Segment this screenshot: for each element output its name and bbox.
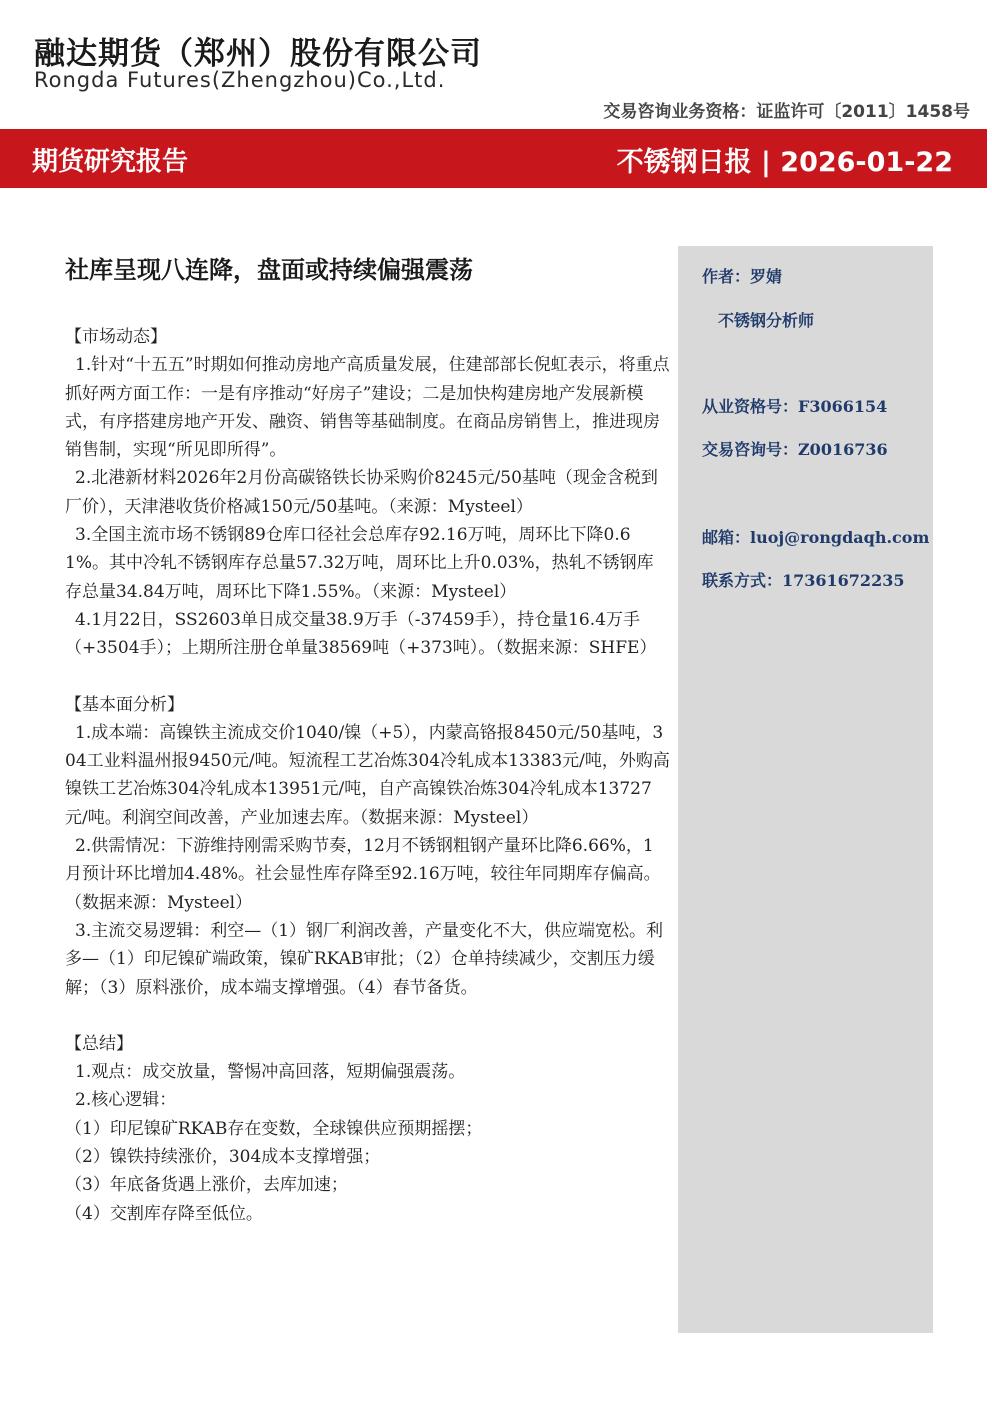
main-content bbox=[65, 250, 670, 1256]
paragraph: 2.供需情况：下游维持刚需采购节奏，12月不锈钢粗钢产量环比降6.66%，1月预计环比增加4.48%。社会显性库存降至92.16万吨，较往年同期库存偏高。（数据来源：Mysteel） bbox=[65, 836, 661, 913]
paragraph: 1.针对“十五五”时期如何推动房地产高质量发展，住建部部长倪虹表示，将重点抓好两方面工作：一是有序推动“好房子”建设；二是加快构建房地产发展新模式，有序搭建房地产开发、融资、销售等基础制度。在商品房销售上，推进现房销售制，实现“所见即所得”。 bbox=[65, 355, 670, 461]
author-phone: 联系方式：17361672235 bbox=[702, 571, 905, 590]
paragraph: （3）年底备货遇上涨价，去库加速； bbox=[65, 1175, 348, 1196]
paragraph: 2.核心逻辑： bbox=[75, 1090, 177, 1111]
section-heading: 【市场动态】 bbox=[65, 327, 167, 347]
report-headline: 社库呈现八连降，盘面或持续偏强震荡 bbox=[65, 256, 473, 284]
section-market bbox=[65, 323, 670, 663]
author-sidebar bbox=[678, 246, 933, 1333]
section-fundamentals bbox=[65, 691, 670, 1002]
paragraph: 3.主流交易逻辑：利空—（1）钢厂利润改善，产量变化不大，供应端宽松。利多—（1）印尼镍矿端政策，镍矿RKAB审批；（2）仓单持续减少，交割压力缓解；（3）原料涨价，成本端支撑增强。（4）春节备货。 bbox=[65, 920, 664, 998]
author-role: 不锈钢分析师 bbox=[718, 311, 815, 330]
section-heading: 【总结】 bbox=[65, 1033, 133, 1054]
paragraph: 3.全国主流市场不锈钢89仓库口径社会总库存92.16万吨，周环比下降0.61%。其中冷轧不锈钢库存总量57.32万吨，周环比上升0.03%，热轧不锈钢库存总量34.84万吨，周环比下降1.55%。（来源：Mysteel） bbox=[65, 525, 654, 602]
company-name-en: Rongda Futures(Zhengzhou)Co.,Ltd. bbox=[34, 68, 446, 92]
paragraph: 1.观点：成交放量，警惕冲高回落，短期偏强震荡。 bbox=[75, 1062, 466, 1083]
author-email[interactable]: 邮箱：luoj@rongdaqh.com bbox=[702, 528, 930, 547]
report-banner bbox=[0, 129, 987, 188]
banner-report-type: 期货研究报告 bbox=[32, 147, 189, 177]
paragraph: 1.成本端：高镍铁主流成交价1040/镍（+5），内蒙高铬报8450元/50基吨，304工业料温州报9450元/吨。短流程工艺冶炼304冷轧成本13383元/吨，外购高镍铁工艺冶炼304冷轧成本13951元/吨，自产高镍铁冶炼304冷轧成本13727元/吨。利润空间改善，产业加速去库。（数据来源：Mysteel） bbox=[65, 722, 670, 828]
consult-number: 交易咨询号：Z0016736 bbox=[702, 440, 888, 459]
section-summary bbox=[65, 1030, 670, 1228]
paragraph: （1）印尼镍矿RKAB存在变数，全球镍供应预期摇摆； bbox=[65, 1118, 483, 1139]
qualification-number: 从业资格号：F3066154 bbox=[702, 397, 888, 416]
paragraph: （2）镍铁持续涨价，304成本支撑增强； bbox=[65, 1147, 381, 1168]
license-info: 交易咨询业务资格：证监许可〔2011〕1458号 bbox=[603, 102, 970, 122]
company-name-cn: 融达期货（郑州）股份有限公司 bbox=[34, 36, 482, 72]
paragraph: 2.北港新材料2026年2月份高碳铬铁长协采购价8245元/50基吨（现金含税到厂价），天津港收货价格减150元/50基吨。（来源：Mysteel） bbox=[65, 468, 658, 517]
paragraph: 4.1月22日，SS2603单日成交量38.9万手（-37459手），持仓量16.4万手（+3504手）；上期所注册仓单量38569吨（+373吨）。（数据来源：SHFE） bbox=[65, 609, 657, 659]
author-name: 作者：罗婧 bbox=[702, 267, 783, 286]
banner-report-title-date: 不锈钢日报 | 2026-01-22 bbox=[616, 147, 953, 178]
paragraph: （4）交割库存降至低位。 bbox=[65, 1203, 263, 1224]
section-heading: 【基本面分析】 bbox=[65, 694, 184, 715]
